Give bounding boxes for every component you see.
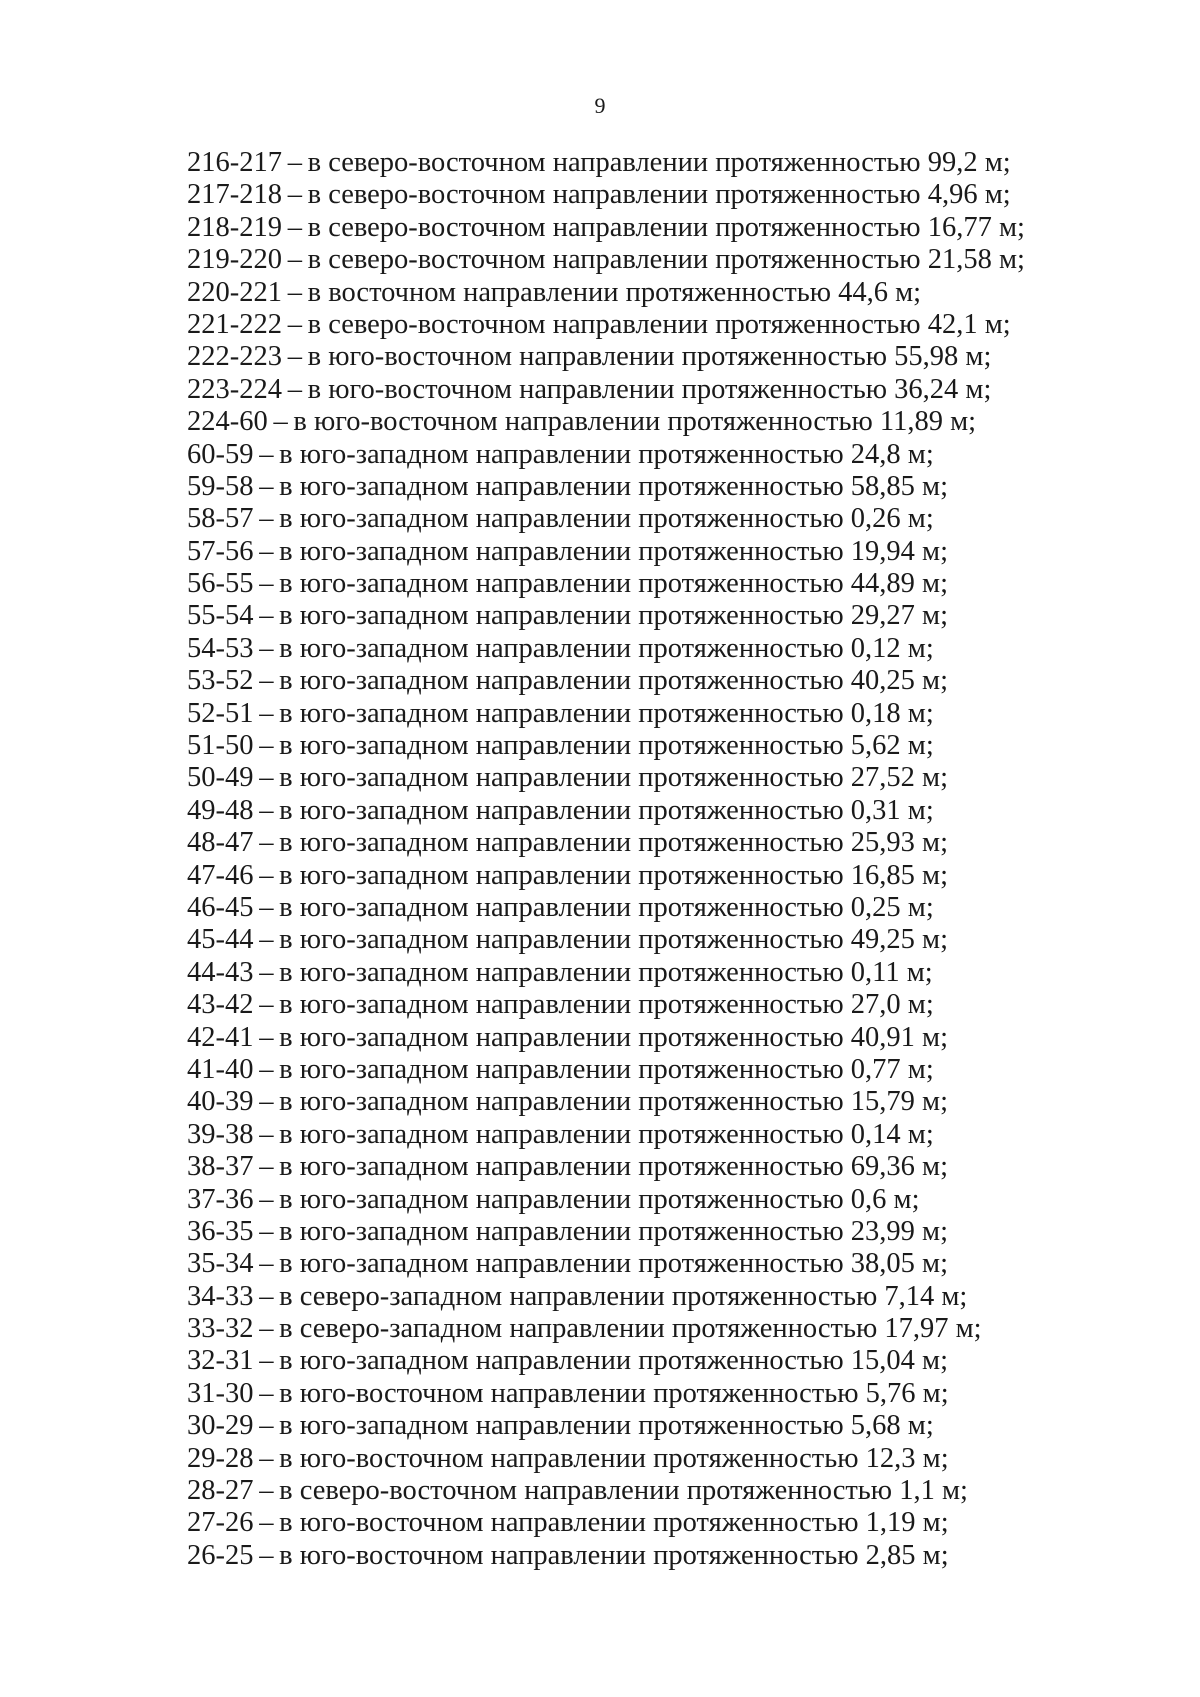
segment-description: в восточном направлении протяженностью 44,6 м; [307, 276, 922, 308]
segment-description: в юго-западном направлении протяженностью 29,27 м; [279, 600, 948, 632]
boundary-line [187, 633, 1177, 665]
segment-description: в северо-восточном направлении протяженностью 4,96 м; [307, 179, 1011, 211]
boundary-line [187, 471, 1177, 503]
dash-separator: – [259, 1151, 274, 1183]
dash-separator: – [287, 373, 302, 405]
segment-description: в юго-западном направлении протяженностью 0,25 м; [279, 891, 934, 923]
segment-label: 35-34 [187, 1248, 254, 1280]
dash-separator: – [259, 470, 274, 502]
segment-description: в юго-западном направлении протяженностью 24,8 м; [279, 438, 934, 470]
dash-separator: – [259, 1248, 274, 1280]
boundary-line [187, 1475, 1177, 1507]
dash-separator: – [287, 147, 302, 178]
boundary-line [187, 1313, 1177, 1345]
segment-description: в юго-западном направлении протяженностью 0,26 м; [279, 503, 934, 535]
dash-separator: – [259, 1280, 274, 1312]
boundary-line [187, 341, 1177, 373]
boundary-line [187, 503, 1177, 535]
segment-description: в юго-западном направлении протяженностью 5,62 м; [279, 730, 934, 762]
segment-description: в юго-восточном направлении протяженностью 1,19 м; [279, 1507, 949, 1539]
segment-label: 37-36 [187, 1183, 254, 1215]
segment-description: в юго-западном направлении протяженностью 0,12 м; [279, 632, 934, 664]
segment-description: в юго-западном направлении протяженностью 15,04 м; [279, 1345, 948, 1377]
segment-description: в юго-западном направлении протяженностью 19,94 м; [279, 535, 948, 567]
boundary-line [187, 827, 1177, 859]
segment-description: в юго-западном направлении протяженностью 44,89 м; [279, 568, 948, 600]
boundary-line [187, 147, 1177, 179]
segment-description: в северо-западном направлении протяженностью 17,97 м; [279, 1313, 982, 1345]
dash-separator: – [259, 535, 274, 567]
dash-separator: – [273, 406, 288, 438]
segment-description: в юго-восточном направлении протяженностью 36,24 м; [307, 373, 992, 405]
dash-separator: – [259, 1086, 274, 1118]
segment-description: в юго-западном направлении протяженностью 0,14 м; [279, 1118, 934, 1150]
segment-description: в юго-западном направлении протяженностью 69,36 м; [279, 1151, 948, 1183]
segment-description: в северо-восточном направлении протяженностью 42,1 м; [307, 308, 1011, 340]
boundary-line [187, 924, 1177, 956]
dash-separator: – [259, 1183, 274, 1215]
segment-description: в юго-восточном направлении протяженностью 12,3 м; [279, 1442, 949, 1474]
boundary-line [187, 179, 1177, 211]
segment-description: в юго-восточном направлении протяженностью 2,85 м; [279, 1539, 949, 1571]
dash-separator: – [287, 211, 302, 243]
boundary-line [187, 568, 1177, 600]
dash-separator: – [259, 1021, 274, 1053]
segment-label: 217-218 [187, 179, 282, 211]
boundary-line [187, 1507, 1177, 1539]
segment-description: в юго-западном направлении протяженностью 0,31 м; [279, 794, 934, 826]
segment-description: в юго-западном направлении протяженностью 40,91 м; [279, 1021, 948, 1053]
segment-label: 216-217 [187, 147, 282, 178]
dash-separator: – [259, 503, 274, 535]
dash-separator: – [259, 859, 274, 891]
segment-label: 60-59 [187, 438, 254, 470]
segment-label: 49-48 [187, 794, 254, 826]
dash-separator: – [259, 989, 274, 1021]
dash-separator: – [259, 1377, 274, 1409]
segment-label: 51-50 [187, 730, 254, 762]
segment-label: 224-60 [187, 406, 268, 438]
segment-label: 223-224 [187, 373, 282, 405]
boundary-line [187, 212, 1177, 244]
segment-label: 222-223 [187, 341, 282, 373]
boundary-line [187, 665, 1177, 697]
boundary-line [187, 1054, 1177, 1086]
segment-description: в юго-западном направлении протяженностью 5,68 м; [279, 1410, 934, 1442]
boundary-line [187, 1184, 1177, 1216]
segment-description: в юго-западном направлении протяженностью 27,52 м; [279, 762, 948, 794]
dash-separator: – [259, 600, 274, 632]
segment-label: 42-41 [187, 1021, 254, 1053]
segment-label: 38-37 [187, 1151, 254, 1183]
segment-label: 45-44 [187, 924, 254, 956]
dash-separator: – [259, 632, 274, 664]
segment-description: в юго-западном направлении протяженностью 23,99 м; [279, 1215, 948, 1247]
dash-separator: – [287, 244, 302, 276]
segment-description: в юго-западном направлении протяженностью 38,05 м; [279, 1248, 948, 1280]
segment-label: 221-222 [187, 308, 282, 340]
dash-separator: – [259, 827, 274, 859]
boundary-line [187, 1540, 1177, 1572]
boundary-line [187, 1151, 1177, 1183]
boundary-line [187, 1345, 1177, 1377]
segment-label: 50-49 [187, 762, 254, 794]
segment-description: в юго-западном направлении протяженностью 16,85 м; [279, 859, 948, 891]
segment-description: в северо-западном направлении протяженностью 7,14 м; [279, 1280, 968, 1312]
segment-label: 29-28 [187, 1442, 254, 1474]
segment-description: в юго-западном направлении протяженностью 0,11 м; [279, 956, 933, 988]
boundary-line [187, 439, 1177, 471]
segment-label: 30-29 [187, 1410, 254, 1442]
segment-description: в юго-западном направлении протяженностью 40,25 м; [279, 665, 948, 697]
segment-label: 54-53 [187, 632, 254, 664]
segment-label: 40-39 [187, 1086, 254, 1118]
dash-separator: – [259, 924, 274, 956]
segment-label: 44-43 [187, 956, 254, 988]
segment-label: 36-35 [187, 1215, 254, 1247]
dash-separator: – [259, 1539, 274, 1571]
dash-separator: – [259, 1345, 274, 1377]
dash-separator: – [259, 1215, 274, 1247]
segment-label: 34-33 [187, 1280, 254, 1312]
dash-separator: – [259, 956, 274, 988]
segment-description: в юго-западном направлении протяженностью 49,25 м; [279, 924, 948, 956]
dash-separator: – [259, 568, 274, 600]
segment-description: в юго-западном направлении протяженностью 0,18 м; [279, 697, 934, 729]
segment-label: 46-45 [187, 891, 254, 923]
dash-separator: – [259, 665, 274, 697]
segment-description: в северо-восточном направлении протяженностью 1,1 м; [279, 1475, 968, 1507]
boundary-line [187, 762, 1177, 794]
page-number: 9 [594, 93, 606, 118]
boundary-line [187, 406, 1177, 438]
segment-label: 33-32 [187, 1313, 254, 1345]
dash-separator: – [259, 1410, 274, 1442]
segment-label: 57-56 [187, 535, 254, 567]
segment-label: 41-40 [187, 1053, 254, 1085]
segment-label: 26-25 [187, 1539, 254, 1571]
segment-description: в северо-восточном направлении протяженностью 16,77 м; [307, 211, 1025, 243]
segment-description: в юго-западном направлении протяженностью 0,77 м; [279, 1053, 934, 1085]
segment-label: 43-42 [187, 989, 254, 1021]
boundary-line [187, 277, 1177, 309]
segment-label: 218-219 [187, 211, 282, 243]
dash-separator: – [259, 730, 274, 762]
dash-separator: – [259, 1507, 274, 1539]
dash-separator: – [287, 179, 302, 211]
segment-label: 52-51 [187, 697, 254, 729]
segment-label: 58-57 [187, 503, 254, 535]
segment-label: 56-55 [187, 568, 254, 600]
boundary-line [187, 1378, 1177, 1410]
dash-separator: – [259, 891, 274, 923]
segment-label: 27-26 [187, 1507, 254, 1539]
segment-description: в северо-восточном направлении протяженностью 21,58 м; [307, 244, 1025, 276]
segment-label: 53-52 [187, 665, 254, 697]
dash-separator: – [259, 1442, 274, 1474]
boundary-line [187, 374, 1177, 406]
segment-description: в юго-восточном направлении протяженностью 11,89 м; [293, 406, 977, 438]
segment-label: 59-58 [187, 470, 254, 502]
dash-separator: – [259, 794, 274, 826]
segment-label: 39-38 [187, 1118, 254, 1150]
segment-description: в юго-восточном направлении протяженностью 55,98 м; [307, 341, 992, 373]
boundary-line [187, 860, 1177, 892]
segment-label: 32-31 [187, 1345, 254, 1377]
dash-separator: – [259, 697, 274, 729]
boundary-line [187, 730, 1177, 762]
segment-label: 219-220 [187, 244, 282, 276]
boundary-line [187, 698, 1177, 730]
boundary-line [187, 1119, 1177, 1151]
segment-label: 47-46 [187, 859, 254, 891]
boundary-line [187, 1248, 1177, 1280]
boundary-line [187, 1216, 1177, 1248]
segment-description: в юго-западном направлении протяженностью 0,6 м; [279, 1183, 920, 1215]
boundary-line [187, 795, 1177, 827]
boundary-line [187, 1410, 1177, 1442]
boundary-line [187, 1443, 1177, 1475]
boundary-line [187, 1086, 1177, 1118]
segment-description: в юго-западном направлении протяженностью 25,93 м; [279, 827, 948, 859]
boundary-line [187, 600, 1177, 632]
segment-label: 55-54 [187, 600, 254, 632]
dash-separator: – [259, 762, 274, 794]
dash-separator: – [259, 1475, 274, 1507]
dash-separator: – [287, 308, 302, 340]
boundary-line [187, 309, 1177, 341]
segment-label: 31-30 [187, 1377, 254, 1409]
boundary-line [187, 989, 1177, 1021]
boundary-line [187, 536, 1177, 568]
segment-label: 220-221 [187, 276, 282, 308]
dash-separator: – [259, 1053, 274, 1085]
boundary-line [187, 244, 1177, 276]
segment-description: в юго-западном направлении протяженностью 27,0 м; [279, 989, 934, 1021]
dash-separator: – [259, 1313, 274, 1345]
boundary-line [187, 1022, 1177, 1054]
boundary-description-list [187, 147, 1177, 1572]
segment-description: в юго-западном направлении протяженностью 15,79 м; [279, 1086, 948, 1118]
dash-separator: – [287, 341, 302, 373]
dash-separator: – [287, 276, 302, 308]
segment-description: в юго-восточном направлении протяженностью 5,76 м; [279, 1377, 949, 1409]
segment-description: в северо-восточном направлении протяженностью 99,2 м; [307, 147, 1011, 178]
boundary-line [187, 1281, 1177, 1313]
dash-separator: – [259, 438, 274, 470]
dash-separator: – [259, 1118, 274, 1150]
segment-label: 48-47 [187, 827, 254, 859]
boundary-line [187, 892, 1177, 924]
boundary-line [187, 957, 1177, 989]
segment-label: 28-27 [187, 1475, 254, 1507]
segment-description: в юго-западном направлении протяженностью 58,85 м; [279, 470, 948, 502]
